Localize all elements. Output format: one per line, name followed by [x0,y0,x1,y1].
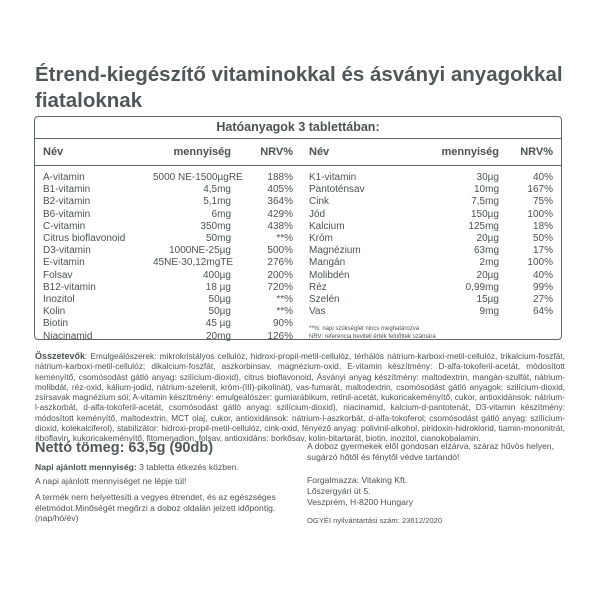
table-cell-left-name: A-vitamin [43,172,85,183]
table-cell-left-amount: 20mg [205,330,231,342]
nutrition-table [34,116,562,340]
table-cell-right-nrv: 40% [532,172,553,183]
product-title: Étrend-kiegészítő vitaminokkal és ásványi anyagokkal fiataloknak [35,63,563,112]
col-name-left: Név [43,146,64,158]
table-cell-right-name: Réz [309,281,327,293]
table-cell-left-nrv: 429% [267,208,293,220]
dosage-label: Napi ajánlott mennyiség: [35,462,137,472]
table-cell-right-nrv: 75% [532,196,553,208]
table-heading: Hatóanyagok 3 tablettában: [35,117,561,139]
table-cell-left-amount: 6mg [211,208,231,220]
table-cell-right-amount: 150µg [470,208,499,220]
table-cell-left-nrv: 438% [267,220,293,232]
table-cell-right-amount: 20µg [476,233,499,244]
table-cell-right-name: Magnézium [309,245,361,257]
storage-info: A doboz gyermekek elől gondosan elzárva, száraz hűvös helyen, sugárzó hőtől és fénytől védve tartandó! [307,441,554,462]
table-divider [35,165,561,166]
table-cell-left-amount: 350mg [200,220,231,232]
distributor-line-1: Forgalmazza: Vitaking Kft. [307,475,408,485]
table-cell-left-amount: 5000 NE-1500µgRE [153,172,243,183]
table-cell-left-nrv: **% [276,294,293,305]
table-note-1: **%: napi szükséglet nincs meghatározva [309,326,420,332]
table-cell-left-name: D3-vitamin [43,245,91,257]
col-amount-right: mennyiség [441,146,499,158]
col-nrv-left: NRV% [260,146,293,158]
table-cell-left-amount: 50mg [205,233,231,244]
table-cell-right-amount: 30µg [476,172,499,183]
table-cell-left-amount: 5,1mg [203,196,231,208]
table-cell-left-nrv: 90% [272,318,293,330]
table-cell-left-nrv: 364% [267,196,293,208]
warning-diet: A termék nem helyettesíti a vegyes étrendet, és az egészséges életmódot.Minőségét megőrzi a doboz oldalán jelzett időpontig.(nap/hó/év) [35,492,276,523]
table-cell-right-amount: 20µg [476,269,499,281]
col-name-right: Név [309,146,330,158]
table-cell-right-nrv: 27% [532,294,553,305]
table-cell-right-name: Króm [309,233,333,244]
table-cell-right-name: Molibdén [309,269,350,281]
table-cell-left-name: Folsav [43,269,73,281]
table-cell-right-name: Cink [309,196,330,208]
table-cell-left-amount: 45NE-30,12mgTE [153,257,234,269]
table-cell-left-amount: 45 µg [205,318,231,330]
table-cell-left-nrv: **% [276,306,293,318]
table-cell-right-nrv: 40% [532,269,553,281]
table-cell-left-nrv: 405% [267,184,293,196]
table-cell-right-amount: 15µg [476,294,499,305]
table-cell-right-nrv: 17% [532,245,553,257]
table-cell-left-amount: 50µg [208,294,231,305]
table-cell-right-name: Pantoténsav [309,184,365,196]
ogyei-number: OGYÉI nyilvántartási szám: 23612/2020 [307,516,443,525]
table-cell-right-amount: 0,99mg [465,281,499,293]
table-cell-left-nrv: **% [276,233,293,244]
table-cell-left-nrv: 500% [267,245,293,257]
table-cell-left-amount: 1000NE-25µg [169,245,231,257]
table-cell-left-nrv: 720% [267,281,293,293]
table-cell-right-amount: 2mg [479,257,499,269]
table-cell-left-name: B12-vitamin [43,281,96,293]
ingredients-text: : Emulgeálószerek: mikrokristályos cellulóz, hidroxi-propil-metil-cellulóz, térhálós nátrium-karboxi-metil-cellulóz, trikalcium-foszfát, nátrium-karboxi-metil-cellulóz; dikalcium-foszfát, aszkorbinsav, magnézium-oxid, E-vitamin készítmény: D-alfa-tokoferil-acetát, módosított keményítő, csomósodást gátló anyag: szilícium-dioxid), citrus bioflavonoid, Ásványi anyag készítmény: maltodextrin, mangán-szulfát, nátrium-molibdát, réz-oxid, kálium-jodid, nátrium-szelenit, króm-(III)-pikolinát), vas-fumarát, maltodextrin, csomósodást gátló anyagok: szilícium-dioxid, zsírsavak magnézium sói; A-vitamin készítmény: emulgeálószer: gumiarábikum, retinil-acetát, kukoricakeményítő, cukor, antioxidánsok: nátrium-l-aszkorbát, d-alfa-tokoferil-acetát, csomósodást gátló anyag: szilícium-dioxid), niacinamid, kalcium-d-pantotenát, D3-vitamin készítmény: módosított keményítő, maltodextrin, MCT olaj, cukor, antioxidánsok: nátrium-l-aszkorbát, d-alfa-tokoferol; csomósodást gátló anyag: szilícium-dioxid, kolekalciferol), stabilizátor: hidroxi-propil-metil-cellulóz, cink-oxid, fényező anyag: polivinil-alkohol, piridoxin-hidroklorid, tiamin-mononitrát, riboflavin, kukoricakeményítő, fitomenadion, folsav, antioxidáns: borkősav, kolin-bitartarát, biotin, inozitol, cianokobalamin. [35,351,565,444]
table-cell-right-name: Szelén [309,294,340,305]
table-cell-left-name: C-vitamin [43,220,86,232]
table-cell-right-nrv: 64% [532,306,553,318]
table-cell-left-name: Niacinamid [43,330,93,342]
dosage [35,462,295,473]
table-cell-left-nrv: 126% [267,330,293,342]
table-cell-left-nrv: 276% [267,257,293,269]
table-cell-right-nrv: 50% [532,233,553,244]
table-cell-left-name: B2-vitamin [43,196,91,208]
table-cell-left-amount: 18 µg [205,281,231,293]
table-cell-left-name: B1-vitamin [43,184,91,196]
table-cell-left-name: Biotin [43,318,69,330]
table-cell-right-nrv: 100% [527,208,553,220]
table-cell-left-amount: 400µg [202,269,231,281]
dosage-value: 3 tabletta étkezés közben. [136,462,239,472]
table-cell-right-amount: 7,5mg [471,196,499,208]
table-cell-right-name: Vas [309,306,326,318]
table-cell-right-amount: 10mg [473,184,499,196]
table-cell-right-name: Mangán [309,257,346,269]
ingredients-label: Összetevők [35,351,86,361]
table-cell-left-name: Citrus bioflavonoid [43,233,126,244]
table-cell-left-name: Inozitol [43,294,75,305]
table-cell-right-name: Kalcium [309,220,345,232]
table-cell-right-amount: 63mg [473,245,499,257]
net-weight: Nettó tömeg: 63,5g (90db) [35,440,214,456]
table-cell-left-name: B6-vitamin [43,208,91,220]
ingredients [35,351,565,444]
table-cell-right-amount: 9mg [479,306,499,318]
table-cell-left-name: Kolin [43,306,66,318]
table-cell-left-nrv: 200% [267,269,293,281]
table-cell-left-amount: 50µg [208,306,231,318]
table-cell-right-nrv: 167% [527,184,553,196]
distributor-line-2: Lőszergyári út 5. [307,486,371,496]
table-cell-left-name: E-vitamin [43,257,85,269]
table-cell-left-amount: 4,5mg [203,184,231,196]
table-note-2: NRV: referencia beviteli érték felnőttek számára [309,334,436,340]
table-cell-left-nrv: 188% [267,172,293,183]
table-cell-right-nrv: 18% [532,220,553,232]
table-cell-right-nrv: 99% [532,281,553,293]
distributor-line-3: Veszprém, H-8200 Hungary [307,497,414,507]
col-nrv-right: NRV% [520,146,553,158]
table-cell-right-name: Jód [309,208,326,220]
warning-max-dose: A napi ajánlott mennyiséget ne lépje túl! [35,476,187,486]
col-amount-left: mennyiség [173,146,231,158]
table-cell-right-nrv: 100% [527,257,553,269]
table-cell-right-name: K1-vitamin [309,172,357,183]
table-cell-right-amount: 125mg [468,220,499,232]
